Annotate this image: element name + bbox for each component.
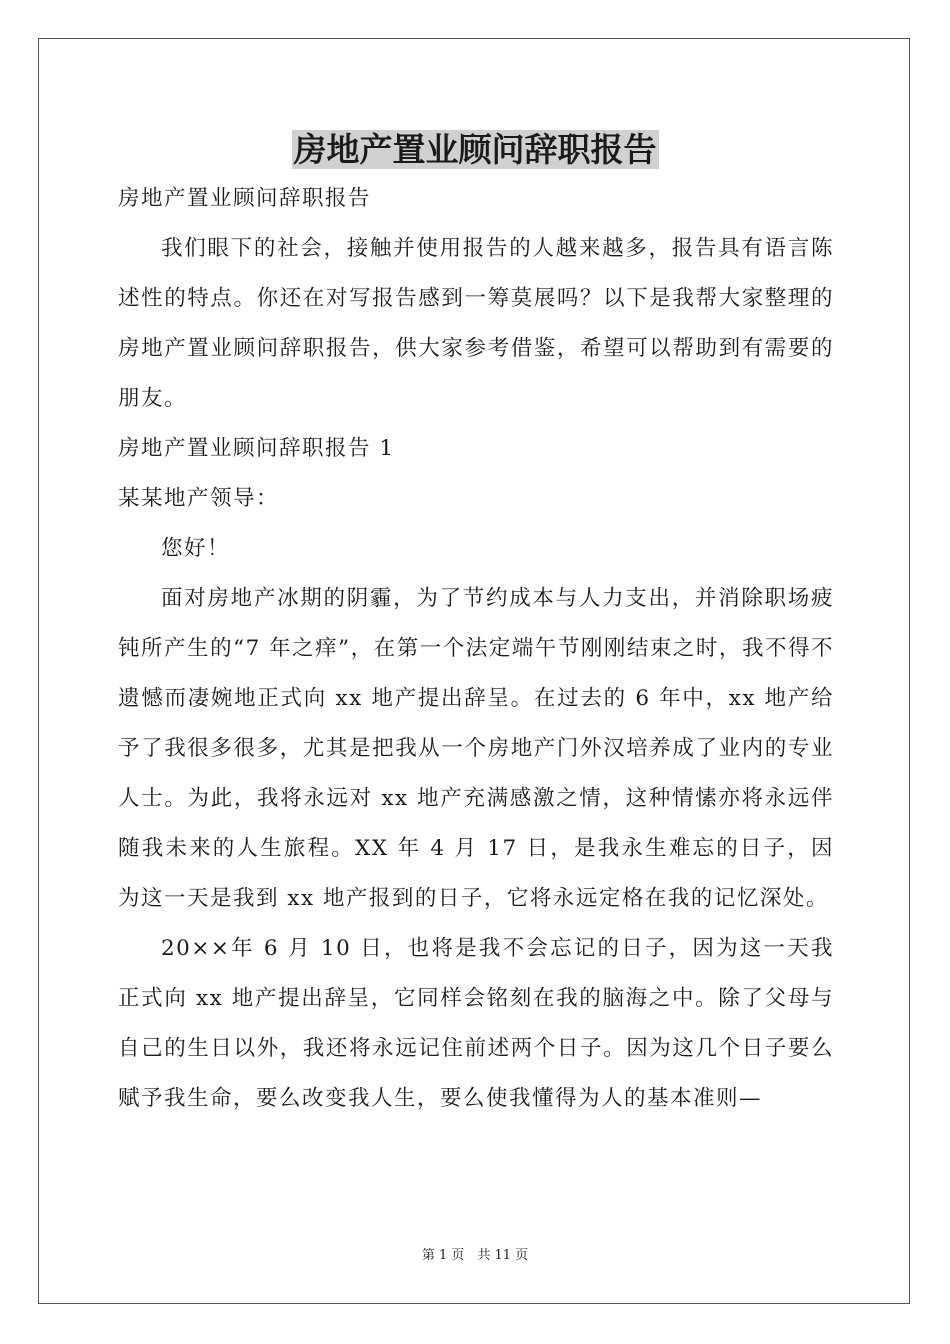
document-title	[0, 126, 950, 174]
document-title-text: 房地产置业顾问辞职报告	[293, 130, 657, 169]
page-footer: 第 1 页 共 11 页	[421, 1248, 529, 1263]
document-body	[118, 174, 834, 1124]
paragraph: 20××年 6 月 10 日，也将是我不会忘记的日子，因为这一天我正式向 xx 地产提出辞呈，它同样会铭刻在我的脑海之中。除了父母与自己的生日以外，我还将永远记住前述两个日子。因为这几个日子要么赋予我生命，要么改变我人生，要么使我懂得为人的基本准则—	[118, 936, 834, 1111]
greeting: 您好！	[161, 536, 231, 561]
salutation: 某某地产领导：	[118, 486, 280, 511]
paragraph: 我们眼下的社会，接触并使用报告的人越来越多，报告具有语言陈述性的特点。你还在对写报告感到一筹莫展吗？以下是我帮大家整理的房地产置业顾问辞职报告，供大家参考借鉴，希望可以帮助到有需要的朋友。	[118, 236, 834, 411]
paragraph: 房地产置业顾问辞职报告	[118, 186, 372, 211]
section-heading: 房地产置业顾问辞职报告 1	[118, 436, 395, 461]
paragraph: 面对房地产冰期的阴霾，为了节约成本与人力支出，并消除职场疲钝所产生的“7 年之痒”，在第一个法定端午节刚刚结束之时，我不得不遗憾而凄婉地正式向 xx 地产提出辞呈。在过去的 6 年中，xx 地产给予了我很多很多，尤其是把我从一个房地产门外汉培养成了业内的专业人士。为此，我将永远对 xx 地产充满感激之情，这种情愫亦将永远伴随我未来的人生旅程。XX 年 4 月 17 日，是我永生难忘的日子，因为这一天是我到 xx 地产报到的日子，它将永远定格在我的记忆深处。	[118, 586, 834, 911]
